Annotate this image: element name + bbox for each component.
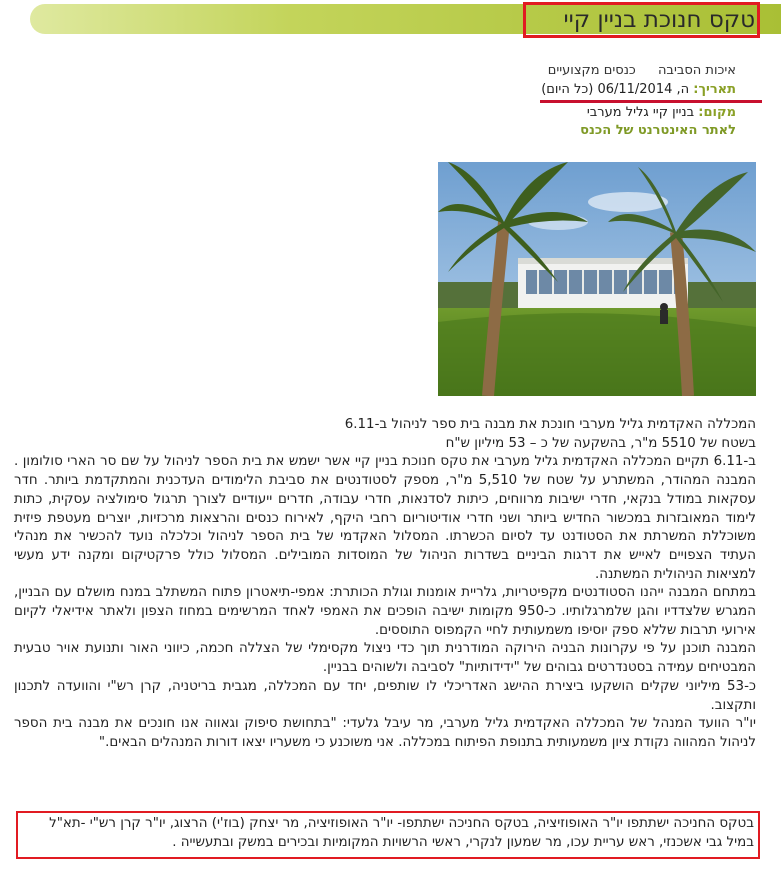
tag-professional-conferences[interactable]: כנסים מקצועיים — [547, 63, 636, 78]
event-tags — [530, 63, 736, 78]
event-website-link[interactable]: לאתר האינטרנט של הכנס — [580, 123, 736, 138]
closing-paragraph: בטקס החניכה ישתתפו יו"ר האופוזיציה, בטקס החניכה ישתתפו- יו"ר האופוזיציה, מר יצחק (בוז'י) הרצוג, יו"ר קרן רש"י -תא"ל במיל גבי אשכנזי, ראש עריית עכו, מר שמעון לנקרי, ראשי הרשויות המקומיות ובכירים במשק ובתעשייה . — [49, 816, 754, 850]
date-highlight-underline — [540, 100, 762, 103]
page-title: טקס חנוכת בניין קיי — [563, 7, 755, 33]
location-value: בניין קיי גליל מערבי — [586, 105, 695, 120]
article-paragraph: יו"ר הוועד המנהל של המכללה האקדמית גליל מערבי, מר עיבל גלעדי: "בתחושת סיפוק וגאווה אנו חונכים את מבנה בית הספר לניהול המהווה נקודת ציון משמעותית בתנופת הפיתוח במכללה. אני משוכנע כי משעריו יצאו דורות המנהלים הבאים." — [14, 716, 756, 750]
date-label: תאריך: — [693, 82, 736, 97]
article-paragraph: המבנה תוכנן על פי עקרונות הבניה הירוקה המודרנית תוך כדי ניצול מקסימלי של הצללה חכמה, כיווני האור ותנועת אויר טבעית המבטיחים עמידה בסטנדרטים גבוהים של "ידידותיות" לסביבה ולשוהים בבניין. — [14, 641, 756, 676]
campus-building-photo — [438, 162, 756, 396]
tag-environment[interactable]: איכות הסביבה — [657, 63, 736, 78]
article-paragraph: המכללה האקדמית גליל מערבי חונכת את מבנה בית ספר לניהול ב-6.11 — [344, 417, 756, 432]
location-label: מקום: — [698, 105, 736, 120]
article-paragraph: כ-53 מיליוני שקלים הושקעו ביצירת ההישג האדריכלי לו שותפים, יחד עם המכללה, מגבית בריטניה, קרן רש"י והוועדה לתכנון ותקצוב. — [14, 678, 756, 713]
date-row — [541, 82, 736, 97]
article-body — [14, 416, 756, 753]
article-paragraph: ב-6.11 תקיים המכללה האקדמית גליל מערבי את טקס חנוכת בניין קיי אשר ישמש את בית הספר לניהול על שם סר הארי סולומון . המבנה המהודר, המשתרע על שטח של 5,510 מ"ר, מספק לסטודנטים את סביבת הלימודים העדכנית והמתקדמת ביותר. חדר עסקאות במודל בנקאי, חדרי ישיבות מרווחים, כיתות לסדנאות, חדרי עבודה, חדרים ייעודיים לצורך תרגול סימולציה עסקית, כתות לימוד המאובזרות במכשור החדיש ביותר ושני חדרי אודיטוריום רחבי היקף, לאירוח כנסים והרצאות מרכזיות, יוצרים מעטפת פיזית משוכללת המשרתת את הסטודנט עד לסיום הכשרתו. המסלול האקדמי של בית הספר לניהול וכלכלה נועד להכשיר את מנהלי העתיד הצפויים לאייש את דרגות הביניים בשדרות הניהול של המוסדות המובילים. המסלול כולל פרקטיקום ומקנה ידע מעשי למציאות הניהולית המשתנה. — [14, 454, 756, 582]
date-value: ה, 06/11/2014 (כל היום) — [541, 82, 690, 97]
article-paragraph: במתחם המבנה ייהנו הסטודנטים מקפיטריות, גלריית אומנות וגולת הכותרת: אמפי-תיאטרון פתוח המשתלב במנח מושלם עם הבניין, המגרש שלצדדיו והגן שלמרגלותיו. כ-950 מקומות ישיבה הופכים את האמפי לאחד המרשימים במחוז הצפון ולאתר אידיאלי לקיום אירועי תרבות שללא ספק יוסיפו משמעותית לחיי הקמפוס התוססים. — [14, 585, 756, 638]
location-row — [587, 105, 736, 120]
article-paragraph: בשטח של 5510 מ"ר, בהשקעה של כ – 53 מיליון ש"ח — [445, 435, 756, 451]
